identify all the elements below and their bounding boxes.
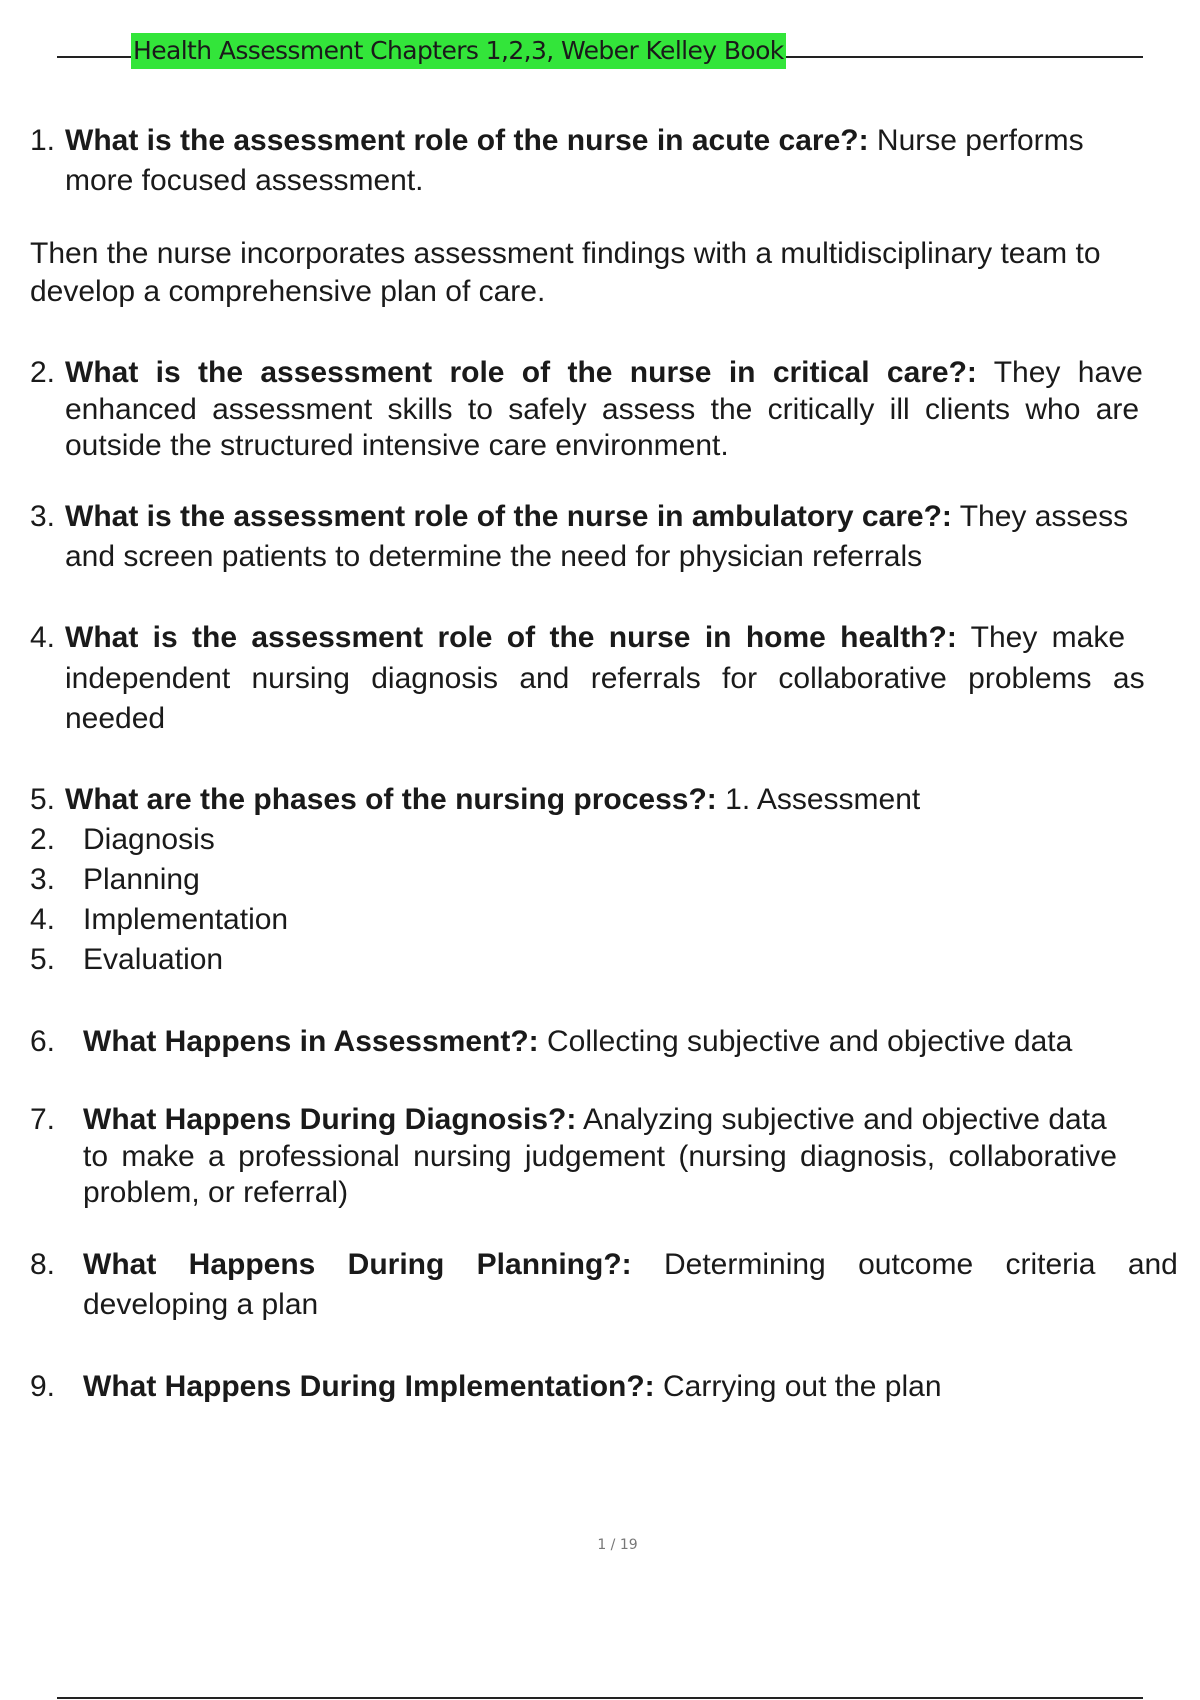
phase-list-number: 5. (30, 943, 56, 976)
answer-text-line: enhanced assessment skills to safely assess the critically ill clients who are (65, 393, 1140, 426)
answer-text-line: outside the structured intensive care environment. (65, 429, 729, 462)
phase-list-item: Planning (83, 863, 200, 896)
answer-text-line: more focused assessment. (65, 164, 424, 197)
phase-list-item: Diagnosis (83, 823, 215, 856)
phase-list-item: Evaluation (83, 943, 224, 976)
answer-text: Carrying out the plan (663, 1370, 942, 1403)
answer-text: 1. Assessment (725, 783, 921, 816)
phase-list-number: 2. (30, 823, 56, 856)
paragraph-line: Then the nurse incorporates assessment findings with a multidisciplinary team to (30, 237, 1101, 270)
item-number: 8. (30, 1248, 56, 1281)
item-number: 5. (30, 783, 56, 816)
phase-list-number: 3. (30, 863, 56, 896)
answer-text-line: problem, or referral) (83, 1176, 349, 1209)
phase-list-item: Implementation (83, 903, 289, 936)
question-text: What is the assessment role of the nurse in ambulatory care?: (65, 500, 952, 533)
item-number: 1. (30, 124, 56, 157)
question-text: What is the assessment role of the nurse in acute care?: (65, 124, 869, 157)
answer-text-line: needed (65, 702, 166, 735)
document-title: Health Assessment Chapters 1,2,3, Weber Kelley Book (131, 33, 786, 69)
answer-text: Nurse performs (876, 124, 1084, 157)
answer-text-line: developing a plan (83, 1288, 319, 1321)
page-indicator: 1 / 19 (597, 1537, 638, 1553)
question-text: What Happens During Planning?: (83, 1248, 632, 1281)
item-number: 2. (30, 356, 56, 389)
question-text: What Happens During Implementation?: (83, 1370, 655, 1403)
item-number: 7. (30, 1103, 56, 1136)
answer-text: Determining outcome criteria and (664, 1248, 1178, 1281)
answer-text: They assess (959, 500, 1129, 533)
answer-text: Collecting subjective and objective data (546, 1025, 1073, 1058)
question-text: What are the phases of the nursing process?: (65, 783, 717, 816)
question-text: What is the assessment role of the nurse in home health?: (65, 621, 957, 654)
answer-text: They make (970, 621, 1126, 654)
footer-rule (57, 1697, 1143, 1699)
answer-text: They have (993, 356, 1143, 389)
item-number: 3. (30, 500, 56, 533)
question-text: What Happens During Diagnosis?: (83, 1103, 577, 1136)
item-number: 9. (30, 1370, 56, 1403)
item-number: 4. (30, 621, 56, 654)
answer-text-line: independent nursing diagnosis and referrals for collaborative problems as (65, 662, 1145, 695)
answer-text-line: to make a professional nursing judgement (nursing diagnosis, collaborative (83, 1140, 1117, 1173)
answer-text-line: and screen patients to determine the need for physician referrals (65, 540, 923, 573)
phase-list-number: 4. (30, 903, 56, 936)
paragraph-line: develop a comprehensive plan of care. (30, 275, 546, 308)
item-number: 6. (30, 1025, 56, 1058)
question-text: What is the assessment role of the nurse in critical care?: (65, 356, 977, 389)
question-text: What Happens in Assessment?: (83, 1025, 539, 1058)
answer-text: Analyzing subjective and objective data (583, 1103, 1107, 1136)
